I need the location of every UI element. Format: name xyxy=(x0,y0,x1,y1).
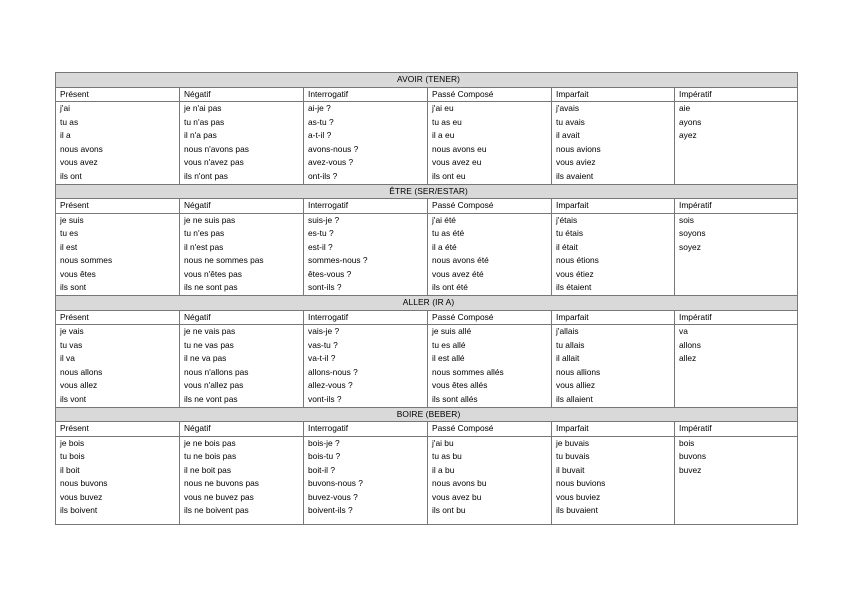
conjugation-cell: nous allions xyxy=(552,366,675,380)
conjugation-cell: j'avais xyxy=(552,102,675,116)
conjugation-row xyxy=(56,436,798,450)
conjugation-cell: j'ai bu xyxy=(428,436,552,450)
column-header: Présent xyxy=(56,87,180,102)
conjugation-cell: tu as bu xyxy=(428,450,552,464)
conjugation-row xyxy=(56,504,798,518)
table-spacer-row xyxy=(56,518,798,525)
conjugation-cell: bois xyxy=(675,436,798,450)
conjugation-row xyxy=(56,325,798,339)
conjugation-row xyxy=(56,213,798,227)
conjugation-cell: il est allé xyxy=(428,352,552,366)
conjugation-cell: allons-nous ? xyxy=(304,366,428,380)
conjugation-cell: boivent-ils ? xyxy=(304,504,428,518)
conjugation-row xyxy=(56,464,798,478)
conjugation-cell: tu étais xyxy=(552,227,675,241)
conjugation-cell: soyez xyxy=(675,241,798,255)
conjugation-cell: nous avons été xyxy=(428,254,552,268)
conjugation-cell xyxy=(675,393,798,407)
conjugation-cell: nous avons xyxy=(56,143,180,157)
conjugation-cell xyxy=(675,366,798,380)
conjugation-cell xyxy=(675,156,798,170)
conjugation-cell: a-t-il ? xyxy=(304,129,428,143)
conjugation-row xyxy=(56,477,798,491)
conjugation-cell: vous alliez xyxy=(552,379,675,393)
conjugation-cell: vont-ils ? xyxy=(304,393,428,407)
conjugation-cell: vous êtes xyxy=(56,268,180,282)
conjugation-cell: vous avez été xyxy=(428,268,552,282)
conjugation-row xyxy=(56,170,798,184)
conjugation-cell: nous sommes xyxy=(56,254,180,268)
conjugation-cell: il a xyxy=(56,129,180,143)
conjugation-cell: ils avaient xyxy=(552,170,675,184)
column-header: Imparfait xyxy=(552,199,675,214)
conjugation-cell: ils ne vont pas xyxy=(180,393,304,407)
conjugation-cell: tu allais xyxy=(552,339,675,353)
conjugation-row xyxy=(56,143,798,157)
conjugation-cell: nous n'avons pas xyxy=(180,143,304,157)
conjugation-cell: nous étions xyxy=(552,254,675,268)
conjugation-row xyxy=(56,393,798,407)
column-header: Passé Composé xyxy=(428,87,552,102)
column-header: Négatif xyxy=(180,422,304,437)
conjugation-cell: as-tu ? xyxy=(304,116,428,130)
conjugation-cell: j'ai xyxy=(56,102,180,116)
column-header: Négatif xyxy=(180,87,304,102)
column-header-row xyxy=(56,87,798,102)
conjugation-cell: vous êtes allés xyxy=(428,379,552,393)
empty-cell xyxy=(552,518,675,525)
conjugation-row xyxy=(56,352,798,366)
conjugation-cell: tu es allé xyxy=(428,339,552,353)
conjugation-cell: il n'a pas xyxy=(180,129,304,143)
column-header: Présent xyxy=(56,199,180,214)
column-header: Imparfait xyxy=(552,422,675,437)
conjugation-cell: je suis xyxy=(56,213,180,227)
conjugation-cell: tu avais xyxy=(552,116,675,130)
conjugation-cell: buvons-nous ? xyxy=(304,477,428,491)
verb-title: ALLER (IR A) xyxy=(56,296,798,311)
conjugation-cell: ils ont été xyxy=(428,281,552,295)
conjugation-cell: j'ai eu xyxy=(428,102,552,116)
conjugation-cell: tu vas xyxy=(56,339,180,353)
conjugation-cell: tu as xyxy=(56,116,180,130)
conjugation-cell: nous avions xyxy=(552,143,675,157)
conjugation-cell: vous avez bu xyxy=(428,491,552,505)
conjugation-cell: il allait xyxy=(552,352,675,366)
conjugation-cell: tu as eu xyxy=(428,116,552,130)
conjugation-cell: buvez xyxy=(675,464,798,478)
empty-cell xyxy=(56,518,180,525)
conjugation-cell: vous allez xyxy=(56,379,180,393)
conjugation-cell: ont-ils ? xyxy=(304,170,428,184)
verb-title-row xyxy=(56,184,798,199)
conjugation-cell: je ne bois pas xyxy=(180,436,304,450)
conjugation-cell: tu n'as pas xyxy=(180,116,304,130)
conjugation-cell: je bois xyxy=(56,436,180,450)
conjugation-cell: êtes-vous ? xyxy=(304,268,428,282)
conjugation-cell: nous ne buvons pas xyxy=(180,477,304,491)
conjugation-cell: tu ne bois pas xyxy=(180,450,304,464)
conjugation-cell xyxy=(675,170,798,184)
empty-cell xyxy=(428,518,552,525)
conjugation-cell xyxy=(675,379,798,393)
conjugation-cell: avons-nous ? xyxy=(304,143,428,157)
conjugation-cell: vous ne buvez pas xyxy=(180,491,304,505)
conjugation-row xyxy=(56,129,798,143)
conjugation-cell: va xyxy=(675,325,798,339)
conjugation-cell xyxy=(675,491,798,505)
column-header: Interrogatif xyxy=(304,310,428,325)
conjugation-cell xyxy=(675,504,798,518)
conjugation-cell: allez-vous ? xyxy=(304,379,428,393)
conjugation-cell: nous allons xyxy=(56,366,180,380)
conjugation-cell: je vais xyxy=(56,325,180,339)
conjugation-cell: ils ont bu xyxy=(428,504,552,518)
conjugation-cell: soyons xyxy=(675,227,798,241)
conjugation-cell: il est xyxy=(56,241,180,255)
conjugation-cell: je suis allé xyxy=(428,325,552,339)
column-header: Négatif xyxy=(180,310,304,325)
conjugation-cell: nous avons eu xyxy=(428,143,552,157)
column-header: Présent xyxy=(56,310,180,325)
conjugation-cell: il boit xyxy=(56,464,180,478)
conjugation-cell: vous buvez xyxy=(56,491,180,505)
conjugation-cell: ils allaient xyxy=(552,393,675,407)
conjugation-cell xyxy=(675,143,798,157)
conjugation-row xyxy=(56,254,798,268)
conjugation-cell: je buvais xyxy=(552,436,675,450)
conjugation-cell: il avait xyxy=(552,129,675,143)
conjugation-cell: nous avons bu xyxy=(428,477,552,491)
conjugation-cell: vous étiez xyxy=(552,268,675,282)
conjugation-row xyxy=(56,241,798,255)
conjugation-cell: boit-il ? xyxy=(304,464,428,478)
conjugation-cell: nous sommes allés xyxy=(428,366,552,380)
conjugation-cell: va-t-il ? xyxy=(304,352,428,366)
conjugation-cell: tu es xyxy=(56,227,180,241)
conjugation-cell: suis-je ? xyxy=(304,213,428,227)
conjugation-cell: je ne vais pas xyxy=(180,325,304,339)
conjugation-cell: vous aviez xyxy=(552,156,675,170)
conjugation-cell: aie xyxy=(675,102,798,116)
conjugation-cell: il buvait xyxy=(552,464,675,478)
conjugation-cell: vous n'êtes pas xyxy=(180,268,304,282)
conjugation-cell: ils n'ont pas xyxy=(180,170,304,184)
column-header: Négatif xyxy=(180,199,304,214)
conjugation-cell: buvez-vous ? xyxy=(304,491,428,505)
conjugation-row xyxy=(56,268,798,282)
conjugation-cell: vas-tu ? xyxy=(304,339,428,353)
conjugation-cell: ils sont allés xyxy=(428,393,552,407)
conjugation-cell: il n'est pas xyxy=(180,241,304,255)
conjugation-cell: il ne va pas xyxy=(180,352,304,366)
conjugation-cell: il était xyxy=(552,241,675,255)
conjugation-cell: je n'ai pas xyxy=(180,102,304,116)
conjugation-cell: ils étaient xyxy=(552,281,675,295)
conjugation-cell: ils boivent xyxy=(56,504,180,518)
conjugation-row xyxy=(56,116,798,130)
conjugation-cell: vous avez xyxy=(56,156,180,170)
conjugation-cell: il va xyxy=(56,352,180,366)
conjugation-table xyxy=(55,72,798,525)
conjugation-row xyxy=(56,281,798,295)
conjugation-cell: nous buvions xyxy=(552,477,675,491)
conjugation-cell: tu bois xyxy=(56,450,180,464)
column-header: Impératif xyxy=(675,199,798,214)
column-header: Imparfait xyxy=(552,87,675,102)
conjugation-cell: tu buvais xyxy=(552,450,675,464)
conjugation-cell: avez-vous ? xyxy=(304,156,428,170)
conjugation-cell: vous avez eu xyxy=(428,156,552,170)
column-header: Présent xyxy=(56,422,180,437)
column-header: Passé Composé xyxy=(428,422,552,437)
column-header: Impératif xyxy=(675,310,798,325)
column-header: Interrogatif xyxy=(304,87,428,102)
conjugation-cell: ils ont eu xyxy=(428,170,552,184)
verb-title-row xyxy=(56,296,798,311)
conjugation-cell: vous n'avez pas xyxy=(180,156,304,170)
column-header: Interrogatif xyxy=(304,422,428,437)
column-header: Passé Composé xyxy=(428,310,552,325)
column-header-row xyxy=(56,422,798,437)
conjugation-row xyxy=(56,339,798,353)
conjugation-cell: nous ne sommes pas xyxy=(180,254,304,268)
conjugation-cell xyxy=(675,254,798,268)
conjugation-cell: il a bu xyxy=(428,464,552,478)
conjugation-cell: ils buvaient xyxy=(552,504,675,518)
conjugation-row xyxy=(56,366,798,380)
conjugation-cell: tu as été xyxy=(428,227,552,241)
verb-title: AVOIR (TENER) xyxy=(56,73,798,88)
conjugation-cell: sois xyxy=(675,213,798,227)
column-header: Impératif xyxy=(675,87,798,102)
conjugation-cell: il a eu xyxy=(428,129,552,143)
conjugation-cell: il a été xyxy=(428,241,552,255)
verb-title: BOIRE (BEBER) xyxy=(56,407,798,422)
conjugation-cell: sont-ils ? xyxy=(304,281,428,295)
column-header-row xyxy=(56,310,798,325)
conjugation-cell: il ne boit pas xyxy=(180,464,304,478)
conjugation-cell: j'ai été xyxy=(428,213,552,227)
conjugation-row xyxy=(56,491,798,505)
conjugation-cell: allez xyxy=(675,352,798,366)
conjugation-cell: tu n'es pas xyxy=(180,227,304,241)
verb-title-row xyxy=(56,73,798,88)
conjugation-cell: tu ne vas pas xyxy=(180,339,304,353)
conjugation-table-body xyxy=(56,73,798,525)
verb-title-row xyxy=(56,407,798,422)
conjugation-row xyxy=(56,379,798,393)
conjugation-cell: ayons xyxy=(675,116,798,130)
conjugation-cell: vous buviez xyxy=(552,491,675,505)
conjugation-row xyxy=(56,156,798,170)
conjugation-row xyxy=(56,227,798,241)
conjugation-cell: ils sont xyxy=(56,281,180,295)
conjugation-cell: ai-je ? xyxy=(304,102,428,116)
column-header-row xyxy=(56,199,798,214)
conjugation-row xyxy=(56,102,798,116)
empty-cell xyxy=(675,518,798,525)
conjugation-cell: est-il ? xyxy=(304,241,428,255)
conjugation-cell: je ne suis pas xyxy=(180,213,304,227)
conjugation-cell: nous buvons xyxy=(56,477,180,491)
conjugation-cell: ils vont xyxy=(56,393,180,407)
conjugation-cell xyxy=(675,477,798,491)
conjugation-cell: j'étais xyxy=(552,213,675,227)
conjugation-cell: bois-je ? xyxy=(304,436,428,450)
conjugation-cell: nous n'allons pas xyxy=(180,366,304,380)
conjugation-cell: sommes-nous ? xyxy=(304,254,428,268)
conjugation-cell: buvons xyxy=(675,450,798,464)
conjugation-row xyxy=(56,450,798,464)
conjugation-cell: ils ne boivent pas xyxy=(180,504,304,518)
conjugation-cell: allons xyxy=(675,339,798,353)
column-header: Impératif xyxy=(675,422,798,437)
conjugation-cell: vais-je ? xyxy=(304,325,428,339)
empty-cell xyxy=(180,518,304,525)
empty-cell xyxy=(304,518,428,525)
conjugation-cell: ayez xyxy=(675,129,798,143)
conjugation-cell: ils ne sont pas xyxy=(180,281,304,295)
column-header: Passé Composé xyxy=(428,199,552,214)
conjugation-cell: j'allais xyxy=(552,325,675,339)
conjugation-cell xyxy=(675,281,798,295)
conjugation-cell xyxy=(675,268,798,282)
verb-title: ÊTRE (SER/ESTAR) xyxy=(56,184,798,199)
conjugation-cell: vous n'allez pas xyxy=(180,379,304,393)
conjugation-cell: es-tu ? xyxy=(304,227,428,241)
column-header: Interrogatif xyxy=(304,199,428,214)
conjugation-cell: bois-tu ? xyxy=(304,450,428,464)
conjugation-cell: ils ont xyxy=(56,170,180,184)
column-header: Imparfait xyxy=(552,310,675,325)
